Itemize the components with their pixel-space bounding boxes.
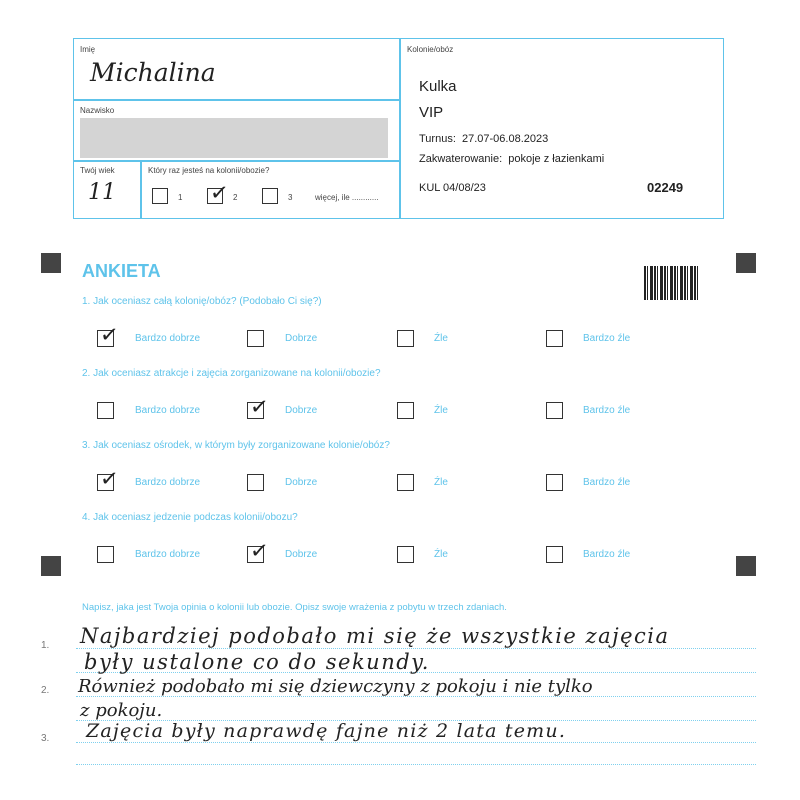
- nazwisko-label: Nazwisko: [80, 106, 115, 115]
- question-4-checkbox-3[interactable]: [397, 546, 414, 563]
- question-1-checkbox-1[interactable]: [97, 322, 120, 349]
- registration-marker-bottom-left: [41, 556, 61, 576]
- checkmark-icon: ✓: [248, 394, 270, 421]
- question-3-checkbox-2[interactable]: [247, 474, 264, 491]
- question-4-checkbox-2[interactable]: [247, 538, 270, 565]
- checkmark-icon: ✓: [208, 180, 230, 207]
- kod: KUL 04/08/23: [419, 182, 486, 194]
- dotted-line: [76, 648, 756, 649]
- question-2-checkbox-3[interactable]: [397, 402, 414, 419]
- question-4-option-label: Dobrze: [285, 549, 318, 560]
- checkmark-icon: ✓: [98, 322, 120, 349]
- header-divider-2: [73, 160, 400, 162]
- question-4-checkbox-4[interactable]: [546, 546, 563, 563]
- registration-marker-top-left: [41, 253, 61, 273]
- ktory-raz-label: Który raz jesteś na kolonii/obozie?: [148, 166, 270, 175]
- question-2-option-label: Bardzo dobrze: [135, 405, 201, 416]
- handwriting-line-4[interactable]: z pokoju.: [80, 700, 163, 721]
- handwriting-line-1[interactable]: Najbardziej podobało mi się że wszystkie zajęcia: [80, 624, 670, 648]
- question-1-option-label: Bardzo źle: [583, 333, 631, 344]
- handwriting-line-2[interactable]: były ustalone co do sekundy.: [84, 650, 430, 674]
- header-divider-vertical: [399, 38, 401, 219]
- header-divider-3: [140, 160, 142, 219]
- kolonie-type: VIP: [419, 104, 444, 121]
- ktory-raz-option-1: 1: [178, 193, 183, 202]
- handwriting-line-3[interactable]: Również podobało mi się dziewczyny z pokoju i nie tylko: [78, 676, 593, 697]
- question-3-checkbox-1[interactable]: [97, 466, 120, 493]
- ktory-raz-option-2: 2: [233, 193, 238, 202]
- question-1-checkbox-4[interactable]: [546, 330, 563, 347]
- question-3-option-label: Bardzo źle: [583, 477, 631, 488]
- question-3-checkbox-3[interactable]: [397, 474, 414, 491]
- ankieta-title: ANKIETA: [82, 261, 161, 281]
- question-2-option-label: Bardzo źle: [583, 405, 631, 416]
- question-2-checkbox-4[interactable]: [546, 402, 563, 419]
- question-2-checkbox-2[interactable]: [247, 394, 270, 421]
- checkmark-icon: ✓: [98, 466, 120, 493]
- question-3-text: 3. Jak oceniasz ośrodek, w którym były zorganizowane kolonie/obóz?: [82, 440, 390, 451]
- question-4-option-label: Bardzo dobrze: [135, 549, 201, 560]
- question-2-option-label: Dobrze: [285, 405, 318, 416]
- question-3-option-label: Bardzo dobrze: [135, 477, 201, 488]
- question-1-option-label: Dobrze: [285, 333, 318, 344]
- question-3-option-label: Źle: [434, 477, 448, 488]
- question-4-option-label: Bardzo źle: [583, 549, 631, 560]
- question-1-option-label: Bardzo dobrze: [135, 333, 201, 344]
- kolonie-label: Kolonie/obóz: [407, 45, 454, 54]
- imie-value[interactable]: Michalina: [90, 58, 216, 87]
- opinion-prompt: Napisz, jaka jest Twoja opinia o kolonii lub obozie. Opisz swoje wrażenia z pobytu w trzech zdaniach.: [82, 602, 507, 613]
- zakwaterowanie: Zakwaterowanie: pokoje z łazienkami: [419, 153, 605, 165]
- handwriting-line-5[interactable]: Zajęcia były naprawdę fajne niż 2 lata temu.: [86, 720, 567, 742]
- question-1-checkbox-3[interactable]: [397, 330, 414, 347]
- numer: 02249: [647, 180, 684, 195]
- question-2-option-label: Źle: [434, 405, 448, 416]
- kolonie-name: Kulka: [419, 78, 457, 95]
- question-2-checkbox-1[interactable]: [97, 402, 114, 419]
- ktory-raz-checkbox-2[interactable]: [207, 180, 230, 207]
- line-number-1: 1.: [41, 640, 50, 651]
- nazwisko-redacted: [80, 118, 388, 158]
- header-divider-1: [73, 99, 400, 101]
- barcode-icon: [644, 266, 700, 300]
- turnus: Turnus: 27.07-06.08.2023: [419, 133, 549, 145]
- question-4-option-label: Źle: [434, 549, 448, 560]
- dotted-line: [76, 764, 756, 765]
- question-3-checkbox-4[interactable]: [546, 474, 563, 491]
- question-4-checkbox-1[interactable]: [97, 546, 114, 563]
- question-3-option-label: Dobrze: [285, 477, 318, 488]
- wiecej-label: więcej, ile ............: [315, 193, 379, 202]
- ktory-raz-option-3: 3: [288, 193, 293, 202]
- wiek-label: Twój wiek: [80, 166, 115, 175]
- registration-marker-bottom-right: [736, 556, 756, 576]
- line-number-2: 2.: [41, 685, 50, 696]
- question-1-text: 1. Jak oceniasz całą kolonię/obóz? (Podobało Ci się?): [82, 296, 322, 307]
- question-4-text: 4. Jak oceniasz jedzenie podczas kolonii/obozu?: [82, 512, 298, 523]
- question-1-option-label: Źle: [434, 333, 448, 344]
- registration-marker-top-right: [736, 253, 756, 273]
- ktory-raz-checkbox-1[interactable]: [152, 188, 168, 204]
- question-2-text: 2. Jak oceniasz atrakcje i zajęcia zorganizowane na kolonii/obozie?: [82, 368, 381, 379]
- checkmark-icon: ✓: [248, 538, 270, 565]
- ktory-raz-checkbox-3[interactable]: [262, 188, 278, 204]
- dotted-line: [76, 742, 756, 743]
- wiek-value[interactable]: 11: [88, 180, 116, 205]
- question-1-checkbox-2[interactable]: [247, 330, 264, 347]
- line-number-3: 3.: [41, 733, 50, 744]
- imie-label: Imię: [80, 45, 96, 54]
